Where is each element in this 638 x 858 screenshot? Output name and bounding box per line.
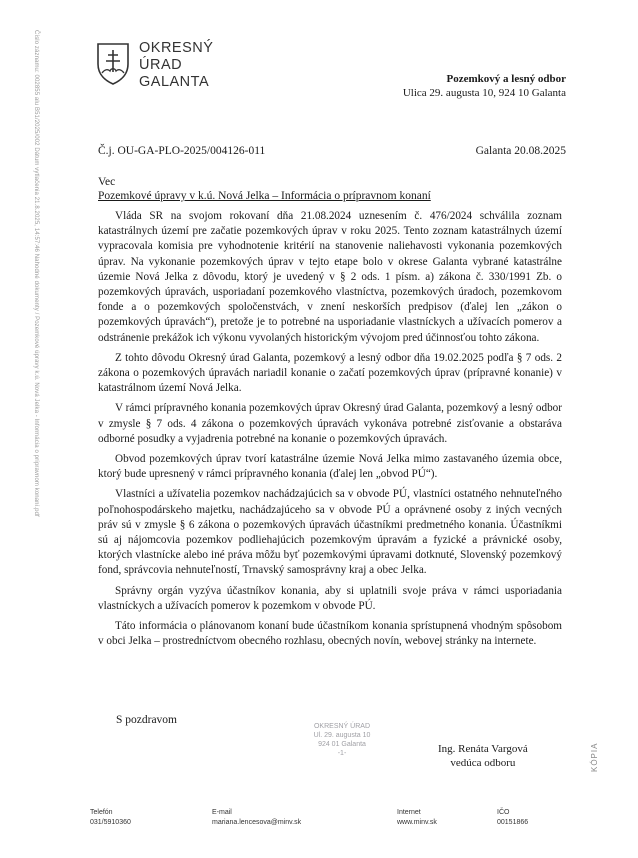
footer-phone-label: Telefón (90, 809, 113, 816)
office-name-line2: ÚRAD (139, 57, 183, 73)
letter-body (98, 209, 562, 654)
office-stamp (296, 722, 388, 758)
department-address: Ulica 29. augusta 10, 924 10 Galanta (402, 87, 566, 99)
stamp-line: 924 01 Galanta (318, 741, 366, 748)
stamp-line: OKRESNÝ ÚRAD (313, 723, 370, 730)
department-name: Pozemkový a lesný odbor (446, 73, 566, 85)
subject-label: Vec (98, 176, 116, 188)
paragraph: Vláda SR na svojom rokovaní dňa 21.08.2024 uznesením č. 476/2024 schválila zoznam katastrálnych území pre začatie pozemkových úprav v roku 2025. Tento zoznam katastrálnych území vypracovala komisia pre vyhodnotenie kritérií na stanovenie naliehavosti vykonania pozemkových úprav. Na vykonanie pozemkových úprav v tejto etape bolo v okrese Galanta vybrané katastrálne územie Nová Jelka z dôvodu, ktorý je uvedený v § 2 ods. 1 písm. a) zákona č. 330/1991 Zb. o pozemkových úpravách, usporiadaní pozemkového vlastníctva, pozemkových úradoch, pozemkovom fonde a o pozemkových spoločenstvách, v znení neskorších predpisov (ďalej len „zákon o pozemkových úpravách“), pretože je to potrebné na usporiadanie vlastníckych a užívacích pomerov a odstránenie prekážok ich výkonu vyvolaných historickým vývojom pred účinnosťou tohto zákona. (98, 210, 562, 344)
footer-phone-value: 031/5910360 (90, 819, 131, 826)
paragraph: V rámci prípravného konania pozemkových úprav Okresný úrad Galanta, pozemkový a lesný odbor v zmysle § 7 ods. 4 zákona o pozemkových úpravách vykonáva potrebné zisťovanie a obstaráva odborné posudky a vyjadrenia potrebné na konanie o pozemkových úpravách. (98, 402, 562, 445)
coat-of-arms-icon (96, 42, 130, 86)
footer-phone (90, 808, 131, 828)
footer-email-value: mariana.lencesova@minv.sk (212, 819, 302, 826)
footer-ico (497, 808, 528, 828)
office-name-line1: OKRESNÝ (139, 40, 214, 56)
signature-block (438, 742, 528, 770)
subject-line: Pozemkové úpravy v k.ú. Nová Jelka – Informácia o prípravnom konaní (98, 190, 431, 202)
paragraph: Správny orgán vyzýva účastníkov konania, aby si uplatnili svoje práva v rámci usporiadania vlastníckych a užívacích pomerov k pozemkom v obvode PÚ. (98, 584, 562, 612)
footer-ico-value: 00151866 (497, 819, 529, 826)
footer-website (397, 808, 437, 828)
office-name-line3: GALANTA (139, 74, 210, 90)
footer-email-label: E-mail (212, 809, 232, 816)
footer-email (212, 808, 301, 828)
paragraph: Z tohto dôvodu Okresný úrad Galanta, pozemkový a lesný odbor dňa 19.02.2025 podľa § 7 ods. 2 zákona o pozemkových úpravách nariadil konanie o začatí pozemkových úprav (prípravné konanie) v katastrálnom území Nová Jelka. (98, 351, 562, 395)
footer-website-label: Internet (397, 809, 421, 816)
paragraph: Táto informácia o plánovanom konaní bude účastníkom konania sprístupnená vhodným spôsobom v obci Jelka – prostredníctvom obecného rozhlasu, obecných novín, webovej stránky na internete. (98, 620, 562, 648)
signer-name: Ing. Renáta Vargová (438, 743, 528, 755)
stamp-line: Ul. 29. augusta 10 (313, 732, 371, 739)
greeting: S pozdravom (116, 714, 178, 726)
paragraph: Obvod pozemkových úprav tvorí katastrálne územie Nová Jelka mimo zastavaného územia obce, ktorý bude upresnený v rámci prípravného konania (ďalej len „obvod PÚ“). (98, 453, 562, 481)
signer-title: vedúca odboru (450, 757, 516, 769)
footer-ico-label: IČO (497, 809, 510, 816)
copy-mark: KÓPIA (590, 742, 599, 772)
footer-website-value: www.minv.sk (397, 819, 437, 826)
letter-date: Galanta 20.08.2025 (475, 145, 566, 157)
paragraph: Vlastníci a užívatelia pozemkov nachádzajúcich sa v obvode PÚ, vlastníci ostatného nehnuteľného poľnohospodárskeho majetku, nachádzajúceho sa v obvode PÚ a oprávnené osoby z iných vecných práv sú v zmysle § 6 zákona o pozemkových úpravách účastníkmi predmetného konania. Účastníkmi sú aj nájomcovia pozemkov podliehajúcich pozemkovým úpravám a fyzické a právnické osoby, ktorých vlastnícke alebo iné práva môžu byť pozemkovými úpravami dotknuté, Slovenský pozemkový fond, správcovia nehnuteľností, Trnavský samosprávny kraj a obec Jelka. (98, 488, 562, 577)
department-block (403, 72, 566, 100)
office-name (139, 40, 213, 91)
reference-number: Č.j. OU-GA-PLO-2025/004126-011 (98, 145, 266, 157)
side-registration-note: Číslo záznamu: 002855 alu B51/2025/002 Dátum vytlačenia 21.8.2025, 14:57:46 Nahodné dokumenty / Pozemkové úpravy k.ú. Nová Jelka - Informácia o prípravnom konaní.pdf (33, 30, 39, 517)
stamp-line: -1- (337, 750, 347, 757)
